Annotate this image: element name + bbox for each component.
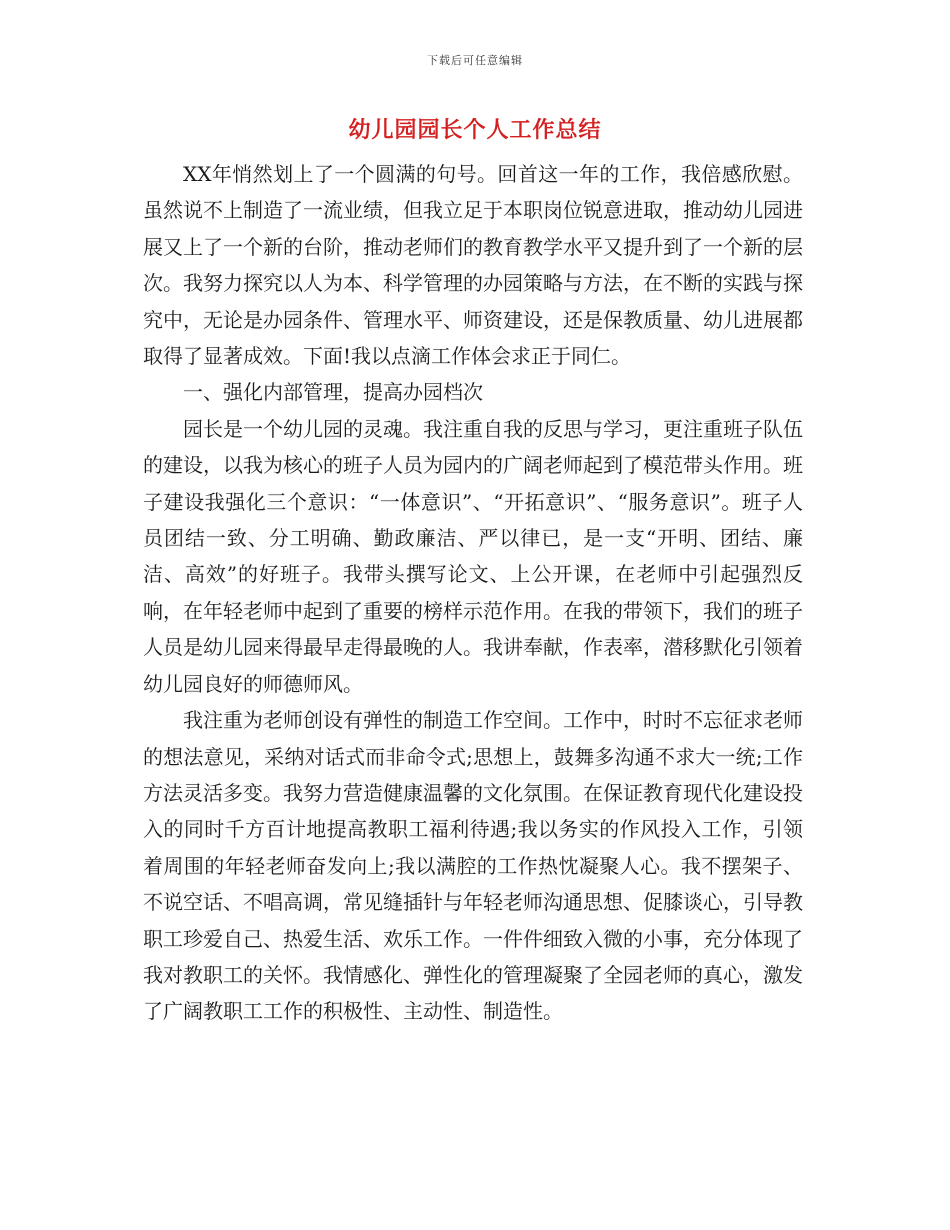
section-heading: 一、强化内部管理，提高办园档次: [183, 380, 483, 405]
header-note: 下载后可任意编辑: [427, 54, 523, 67]
document-body: [143, 156, 803, 1030]
body-paragraph: 园长是一个幼儿园的灵魂。我注重自我的反思与学习，更注重班子队伍的建设，以我为核心的班子人员为园内的广阔老师起到了模范带头作用。班子建设我强化三个意识：“一体意识”、“开拓意识”、“服务意识”。班子人员团结一致、分工明确、勤政廉洁、严以律已，是一支“开明、团结、廉洁、高效”的好班子。我带头撰写论文、上公开课，在老师中引起强烈反响，在年轻老师中起到了重要的榜样示范作用。在我的带领下，我们的班子人员是幼儿园来得最早走得最晚的人。我讲奉献，作表率，潜移默化引领着幼儿园良好的师德师风。: [143, 416, 803, 696]
body-paragraph: 我注重为老师创设有弹性的制造工作空间。工作中，时时不忘征求老师的想法意见，采纳对话式而非命令式;思想上，鼓舞多沟通不求大一统;工作方法灵活多变。我努力营造健康温馨的文化氛围。在保证教育现代化建设投入的同时千方百计地提高教职工福利待遇;我以务实的作风投入工作，引领着周围的年轻老师奋发向上;我以满腔的工作热忱凝聚人心。我不摆架子、不说空话、不唱高调，常见缝插针与年轻老师沟通思想、促膝谈心，引导教职工珍爱自己、热爱生活、欢乐工作。一件件细致入微的小事，充分体现了我对教职工的关怀。我情感化、弹性化的管理凝聚了全园老师的真心，激发了广阔教职工工作的积极性、主动性、制造性。: [143, 708, 803, 1024]
intro-paragraph: XX年悄然划上了一个圆满的句号。回首这一年的工作，我倍感欣慰。虽然说不上制造了一流业绩，但我立足于本职岗位锐意进取，推动幼儿园进展又上了一个新的台阶，推动老师们的教育教学水平又提升到了一个新的层次。我努力探究以人为本、科学管理的办园策略与方法，在不断的实践与探究中，无论是办园条件、管理水平、师资建设，还是保教质量、幼儿进展都取得了显著成效。下面!我以点滴工作体会求正于同仁。: [143, 162, 803, 369]
document-title: 幼儿园园长个人工作总结: [348, 117, 602, 143]
